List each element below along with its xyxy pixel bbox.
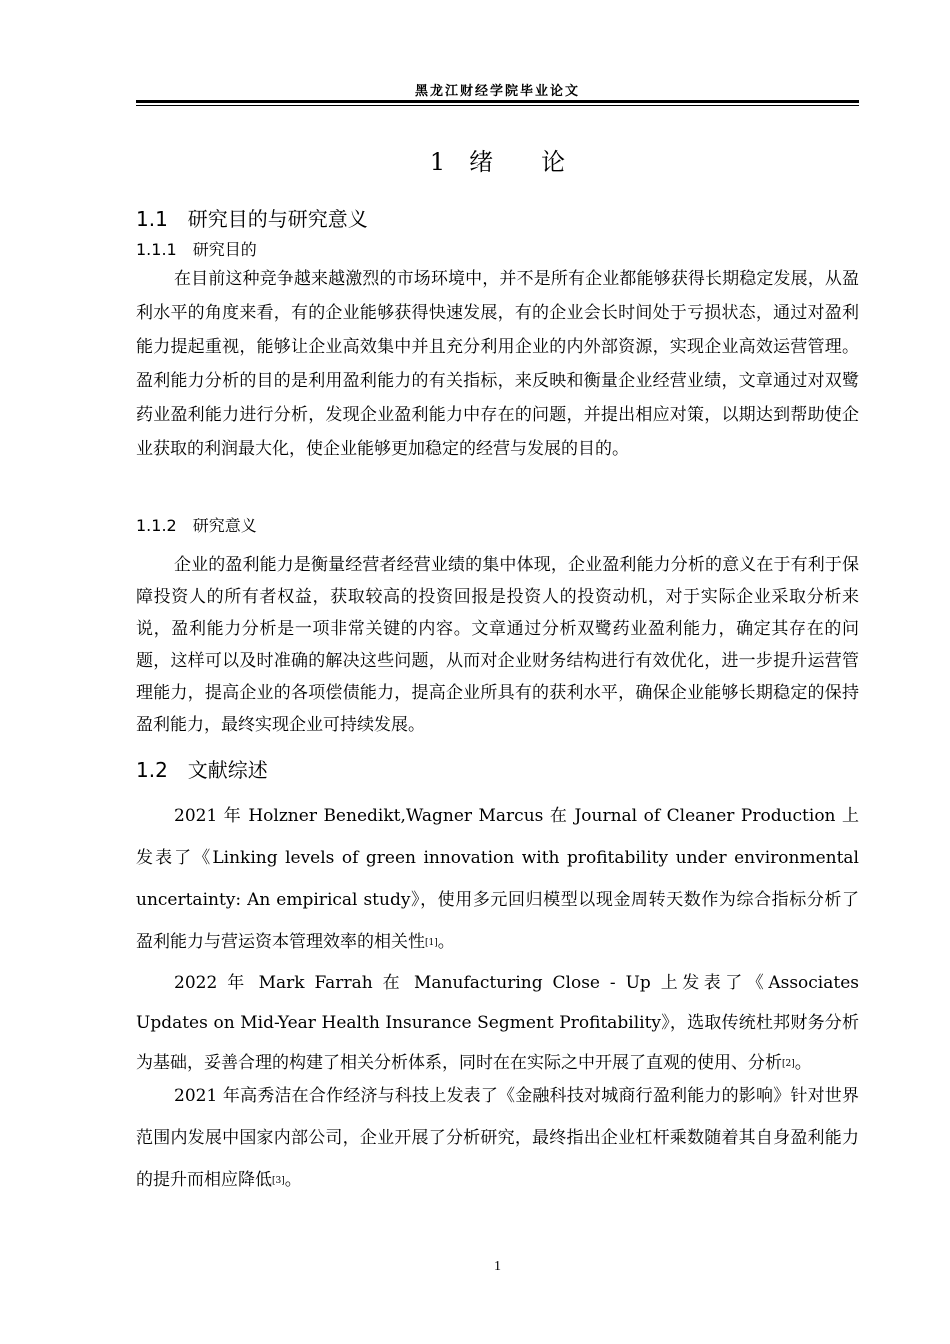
running-header: 黑龙江财经学院毕业论文 bbox=[414, 84, 580, 99]
section-heading-1-1: 1.1 研究目的与研究意义 bbox=[136, 207, 368, 231]
citation-2: [2] bbox=[782, 1059, 795, 1069]
paragraph-literature-3-text: 2021 年高秀洁在合作经济与科技上发表了《金融科技对城商行盈利能力的影响》针对世界范围内发展中国家内部公司，企业开展了分析研究，最终指出企业杠杆乘数随着其自身盈利能力的提升而相应降低 bbox=[136, 1086, 859, 1190]
section-heading-1-2: 1.2 文献综述 bbox=[136, 758, 268, 782]
paragraph-literature-2-text: 2022 年 Mark Farrah 在 Manufacturing Close - Up 上发表了《Associates Updates on Mid-Year Health Insurance Segment Profitability》，选取传统杜邦财务分析为基础，妥善合理的构建了相关分析体系，同时在在实际之中开展了直观的使用、分析 bbox=[136, 973, 859, 1073]
paragraph-research-significance: 企业的盈利能力是衡量经营者经营业绩的集中体现，企业盈利能力分析的意义在于有利于保障投资人的所有者权益，获取较高的投资回报是投资人的投资动机，对于实际企业采取分析来说，盈利能力分析是一项非常关键的内容。文章通过分析双鹭药业盈利能力，确定其存在的问题，这样可以及时准确的解决这些问题，从而对企业财务结构进行有效优化，进一步提升运营管理能力，提高企业的各项偿债能力，提高企业所具有的获利水平，确保企业能够长期稳定的保持盈利能力，最终实现企业可持续发展。 bbox=[136, 555, 859, 735]
chapter-title: 1 绪 论 bbox=[429, 148, 566, 176]
header-rule-thin bbox=[136, 105, 859, 106]
paragraph-research-purpose: 在目前这种竞争越来越激烈的市场环境中，并不是所有企业都能够获得长期稳定发展，从盈利水平的角度来看，有的企业能够获得快速发展，有的企业会长时间处于亏损状态，通过对盈利能力提起重视，能够让企业高效集中并且充分利用企业的内外部资源，实现企业高效运营管理。盈利能力分析的目的是利用盈利能力的有关指标，来反映和衡量企业经营业绩，文章通过对双鹭药业盈利能力进行分析，发现企业盈利能力中存在的问题，并提出相应对策，以期达到帮助使企业获取的利润最大化，使企业能够更加稳定的经营与发展的目的。 bbox=[136, 269, 859, 459]
paragraph-literature-1-text: 2021 年 Holzner Benedikt,Wagner Marcus 在 Journal of Cleaner Production 上发表了《Linking levels of green innovation with profitability under environmental uncertainty: An empirical study》，使用多元回归模型以现金周转天数作为综合指标分析了盈利能力与营运资本管理效率的相关性 bbox=[136, 806, 859, 952]
citation-3: [3] bbox=[272, 1176, 285, 1186]
section-heading-1-1-2: 1.1.2 研究意义 bbox=[136, 516, 257, 535]
paragraph-literature-2-end: 。 bbox=[794, 1053, 812, 1073]
page-number: 1 bbox=[494, 1259, 501, 1274]
section-heading-1-1-1: 1.1.1 研究目的 bbox=[136, 240, 257, 259]
paragraph-literature-2 bbox=[136, 963, 859, 1083]
paragraph-literature-1-end: 。 bbox=[437, 932, 455, 952]
paragraph-literature-3-end: 。 bbox=[284, 1170, 302, 1190]
citation-1: [1] bbox=[425, 938, 438, 948]
paragraph-literature-3 bbox=[136, 1075, 859, 1201]
header-rule-thick bbox=[136, 100, 859, 103]
paragraph-literature-1 bbox=[136, 795, 859, 963]
